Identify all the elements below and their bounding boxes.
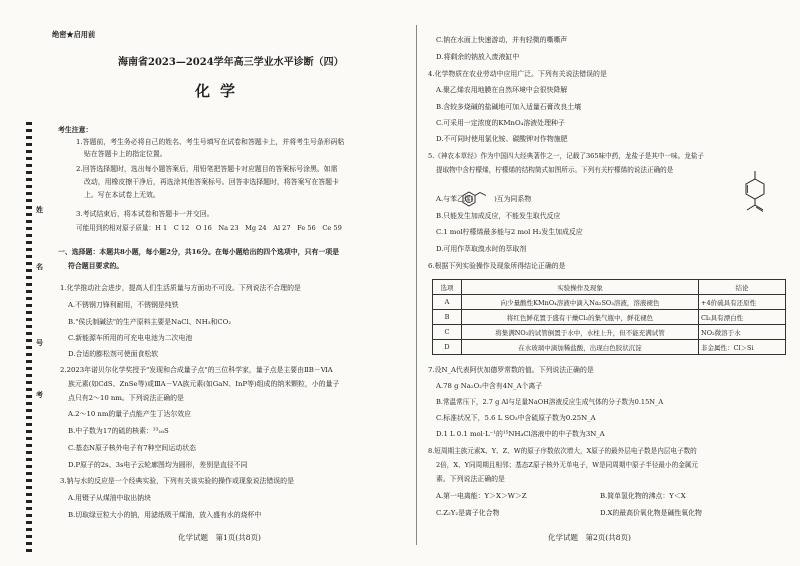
question-8-line: 2倍，X、Y同周期且相邻；基态Z原子核外无单电子，W是同周期中原子半径最小的金属元 [436,461,698,469]
table-row [433,295,786,310]
styrene-structure-icon [461,190,489,208]
table-cell: 将集满NO₂的试管倒置于水中，水柱上升，但不能充满试管 [462,325,699,340]
notice-line: 1.答题前，考生务必将自己的姓名、考生号填写在试卷和答题卡上，并将考生号条形码粘 [76,138,345,146]
experiment-table [432,279,786,355]
question-2-line: 族元素(如CdS、ZnSe等)或ⅢA－ⅤA族元素(如GaN、InP等)组成的纳米颗粒，小的量子 [68,380,340,388]
option-c: C.基态N原子核外电子有7种空间运动状态 [68,444,196,452]
table-cell: 向少量酸性KMnO₄溶液中滴入Na₂SO₃溶液，溶液褪色 [462,295,699,310]
option-d: D.可用作萃取溴水时的萃取剂 [436,245,527,253]
question-8-line: 素。下列说法正确的是 [436,475,505,483]
question-3: 3.钠与水的反应是一个经典实验，下列有关该实验的操作或现象说法错误的是 [60,477,294,485]
option-d: D.不可同时使用氯化铵、碳酸钾对作物施肥 [436,135,568,143]
option-a: A.78 g Na₂O₂中含有4N_A个离子 [436,382,543,390]
option-b: B."侯氏制碱法"的生产原料主要是NaCl、NH₃和CO₂ [68,318,232,326]
section-heading: 一、选择题：本题共8小题，每小题2分，共16分。在每小题给出的四个选项中，只有一项是 [58,248,340,256]
subject-title: 化学 [195,82,246,100]
table-row [433,325,786,340]
option-c: C.新能源车所用的可充电电池为二次电池 [68,334,193,342]
page-divider [416,25,417,545]
option-c: C.标准状况下，5.6 L SO₃中含硫原子数为0.25N_A [436,414,596,422]
notice-line: 2.回答选择题时，选出每小题答案后，用铅笔把答题卡对应题目的答案标号涂黑。如需 [76,165,338,173]
notice-line: 上。写在本试卷上无效。 [84,191,160,199]
option-b: B.只能发生加成反应，不能发生取代反应 [436,212,561,220]
atomic-masses: 可能用到的相对原子质量：H 1 C 12 O 16 Na 23 Mg 24 Al 27 Fe 56 Ce 59 [76,224,342,232]
section-heading: 符合题目要求的。 [68,262,124,270]
question-1: 1.化学推动社会进步，提高人们生活质量与方面功不可没。下列说法不合理的是 [60,284,301,292]
exam-title: 海南省2023—2024学年高三学业水平诊断（四） [118,57,344,68]
table-header: 实验操作及现象 [462,280,699,295]
table-cell: A [433,295,462,310]
option-a: A.用镊子从煤油中取出钠块 [68,494,151,502]
table-cell: B [433,310,462,325]
option-c: C.钠在水面上快速游动，并有轻微的嘶嘶声 [436,36,568,44]
question-5: 5.《神农本草经》作为中国四大经典著作之一，记载了365味中药，龙盐子是其中一味。龙盐子 [428,152,705,160]
option-d: D.P原子的2s、3s电子云轮廓图均为圆形，差别是直径不同 [68,461,248,469]
table-cell: Cl₂具有漂白性 [699,310,786,325]
gutter-label: 姓 [36,205,43,214]
table-row [433,340,786,355]
option-a: A.与苯乙烯( )互为同系物 [436,195,532,203]
option-c: C.可采用一定浓度的KMnO₄溶液处理种子 [436,119,565,127]
table-cell: C [433,325,462,340]
question-7: 7.设N_A代表阿伏加德罗常数的值。下列说法正确的是 [428,366,594,374]
option-d: D.合适的膨松剂可使面食松软 [68,350,159,358]
limonene-structure-icon [735,169,775,215]
option-b: B.简单氢化物的沸点：Y＜X [600,492,686,500]
option-a: A.聚乙烯农用地膜在自然环境中会很快降解 [436,86,568,94]
option-b: B.切取绿豆粒大小的钠，用滤纸吸干煤油，放入盛有水的烧杯中 [68,511,262,519]
table-header: 结论 [699,280,786,295]
table-cell: 在水玻璃中滴加稀盐酸，出现白色胶状沉淀 [462,340,699,355]
option-d: D.将剩余的钠放入废液缸中 [436,53,520,61]
table-header: 选项 [433,280,462,295]
table-cell: D [433,340,462,355]
option-c: C.Z₂Y₂是离子化合物 [436,509,500,517]
option-d: D.1 L 0.1 mol·L⁻¹的¹⁵NH₄Cl溶液中的中子数为3N_A [436,430,605,438]
page-footer: 化学试题 第2页(共8页) [548,533,631,542]
question-8: 8.短周期主族元素X、Y、Z、W的原子序数依次增大，X原子的最外层电子数是内层电子数的 [428,447,697,455]
option-a: A.第一电离能：Y＞X＞W＞Z [436,492,527,500]
gutter-label: 号 [36,338,43,347]
table-cell: 非金属性：Cl＞Si [699,340,786,355]
question-2: 2.2023年诺贝尔化学奖授予"发现和合成量子点"的三位科学家，量子点是主要由ⅡB－ⅥA [60,366,333,374]
binding-gutter [0,0,48,566]
option-c: C.1 mol柠檬烯最多能与2 mol H₂发生加成反应 [436,228,583,236]
notice-title: 考生注意： [58,126,93,134]
question-6: 6.根据下列实验操作及现象所得结论正确的是 [428,262,566,270]
binding-line [26,122,32,552]
table-header-row [433,280,786,295]
option-a: A.不锈钢刀锋利耐用，不锈钢是纯铁 [68,301,179,309]
table-cell: NO₂微溶于水 [699,325,786,340]
option-b: B.常温常压下，2.7 g Al与足量NaOH溶液反应生成气体的分子数为0.15N_A [436,398,664,406]
question-2-line: 点只有2～10 nm。下列说法正确的是 [68,394,184,402]
option-d: D.X的最高价氧化物是碱性氧化物 [600,509,702,517]
table-row [433,310,786,325]
confidential-label: 绝密★启用前 [52,30,96,39]
table-cell: 将红色鲜花置于盛有干燥Cl₂的集气瓶中，鲜花褪色 [462,310,699,325]
question-4: 4.化学物质在农业劳动中应用广泛。下列有关说法错误的是 [428,70,607,78]
gutter-label: 考 [36,390,43,399]
notice-line: 贴在答题卡上的指定位置。 [84,150,167,158]
option-a: A.2～10 nm的量子点能产生丁达尔效应 [68,410,192,418]
page-footer: 化学试题 第1页(共8页) [178,533,261,542]
notice-line: 改动，用橡皮擦干净后，再选涂其他答案标号。回答非选择题时，将答案写在答题卡 [84,178,339,186]
option-b: B.中子数为17的硫的核素：³³₁₆S [68,427,169,435]
option-b: B.含较多烧碱的盐碱地可加入适量石膏改良土壤 [436,103,582,111]
notice-line: 3.考试结束后，将本试卷和答题卡一并交回。 [76,210,214,218]
gutter-label: 名 [36,262,43,271]
table-cell: +4价硫具有还原性 [699,295,786,310]
question-5-line: 提取物中含柠檬烯，柠檬烯的结构简式如图所示。下列有关柠檬烯的说法正确的是 [436,166,674,174]
